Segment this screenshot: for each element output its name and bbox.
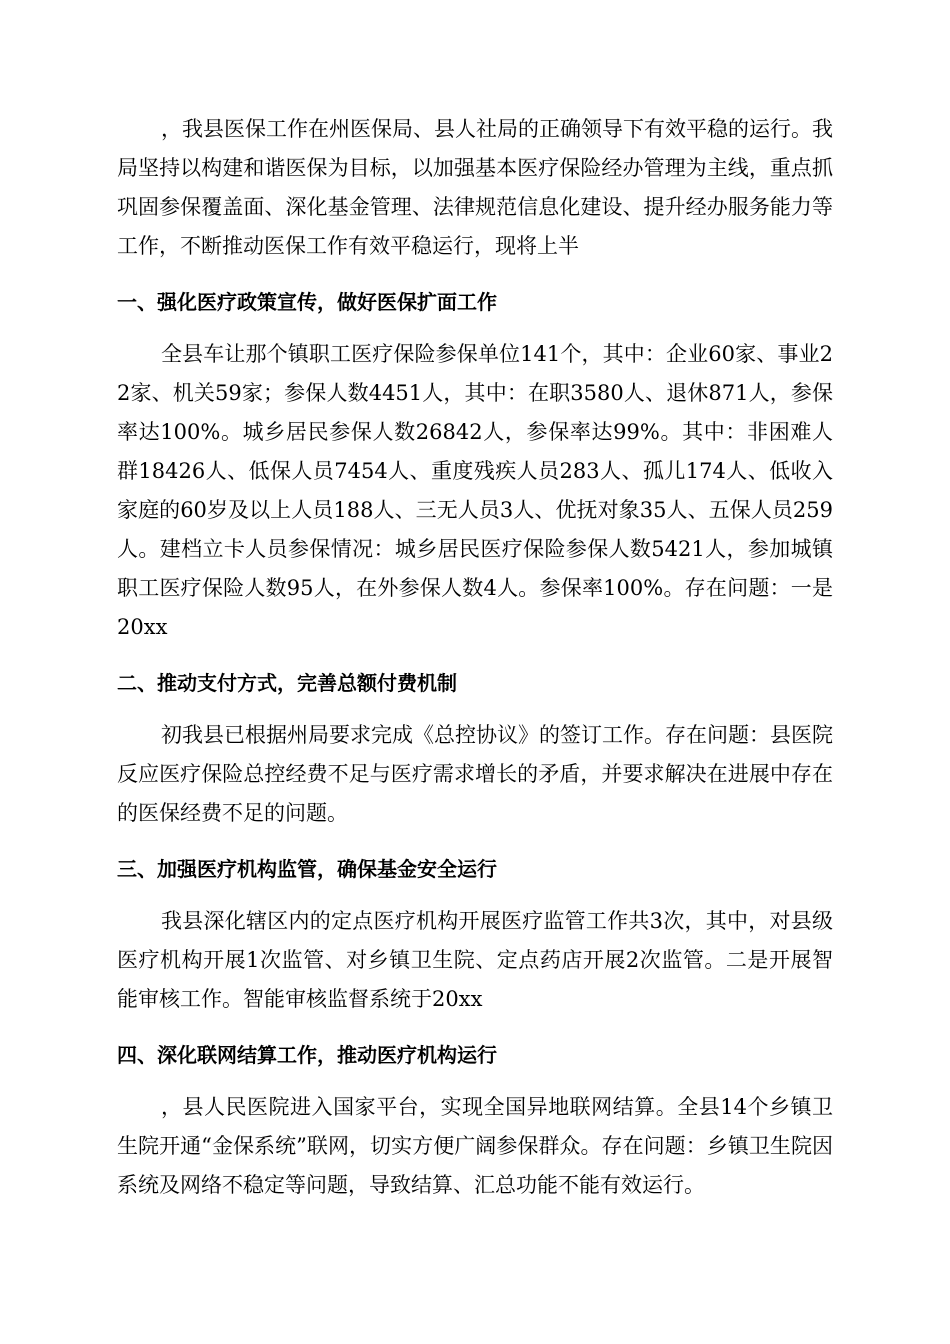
spacer <box>117 833 833 854</box>
section-1-heading: 一、强化医疗政策宣传，做好医保扩面工作 <box>117 290 497 314</box>
spacer <box>117 698 833 716</box>
document-body <box>117 110 833 1205</box>
section-4-heading: 四、深化联网结算工作，推动医疗机构运行 <box>117 1043 497 1067</box>
spacer <box>117 1070 833 1088</box>
section-1-paragraph: 全县车让那个镇职工医疗保险参保单位141个，其中：企业60家、事业22家、机关59家；参保人数4451人，其中：在职3580人、退休871人，参保率达100%。城乡居民参保人数26842人，参保率达99%。其中：非困难人群18426人、低保人员7454人、重度残疾人员283人、孤儿174人、低收入家庭的60岁及以上人员188人、三无人员3人、优抚对象35人、五保人员259人。建档立卡人员参保情况：城乡居民医疗保险参保人数5421人，参加城镇职工医疗保险人数95人，在外参保人数4人。参保率100%。存在问题：一是20xx <box>117 342 833 639</box>
spacer <box>117 884 833 902</box>
spacer <box>117 1019 833 1040</box>
intro-paragraph: ，我县医保工作在州医保局、县人社局的正确领导下有效平稳的运行。我局坚持以构建和谐医保为目标，以加强基本医疗保险经办管理为主线，重点抓巩固参保覆盖面、深化基金管理、法律规范信息化建设、提升经办服务能力等工作，不断推动医保工作有效平稳运行，现将上半 <box>117 117 833 258</box>
spacer <box>117 317 833 335</box>
section-4-paragraph: ，县人民医院进入国家平台，实现全国异地联网结算。全县14个乡镇卫生院开通“金保系统”联网，切实方便广阔参保群众。存在问题：乡镇卫生院因系统及网络不稳定等问题，导致结算、汇总功能不能有效运行。 <box>117 1095 833 1197</box>
section-3-heading: 三、加强医疗机构监管，确保基金安全运行 <box>117 857 497 881</box>
section-3-paragraph: 我县深化辖区内的定点医疗机构开展医疗监管工作共3次，其中，对县级医疗机构开展1次监管、对乡镇卫生院、定点药店开展2次监管。二是开展智能审核工作。智能审核监督系统于20xx <box>117 909 833 1011</box>
section-2-paragraph: 初我县已根据州局要求完成《总控协议》的签订工作。存在问题：县医院反应医疗保险总控经费不足与医疗需求增长的矛盾，并要求解决在进展中存在的医保经费不足的问题。 <box>117 723 833 825</box>
section-2-heading: 二、推动支付方式，完善总额付费机制 <box>117 671 457 695</box>
spacer <box>117 647 833 668</box>
spacer <box>117 266 833 287</box>
